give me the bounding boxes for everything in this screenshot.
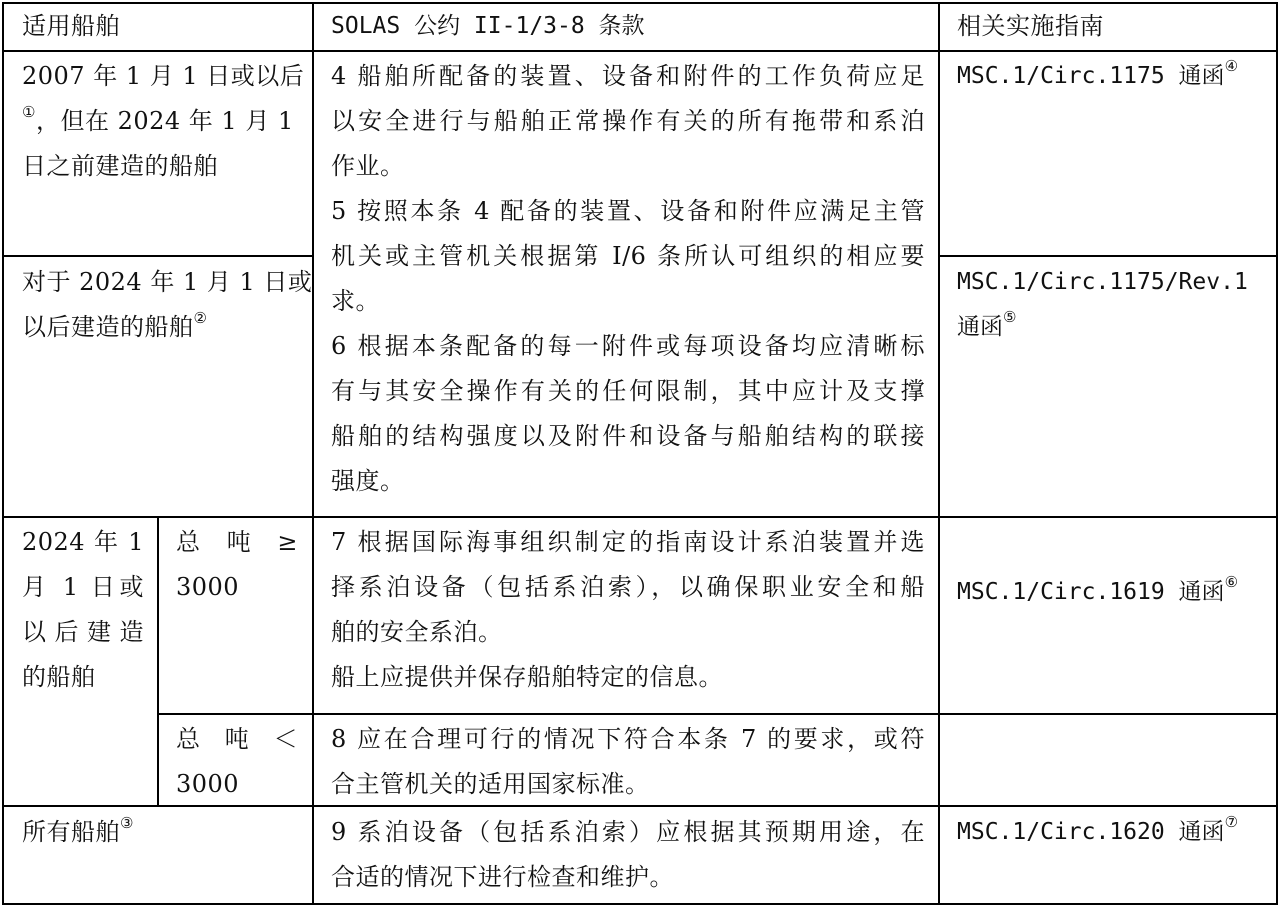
header-divider: [2, 50, 1278, 52]
clause-line: 5 按照本条 4 配备的装置、设备和附件应满足主管: [331, 197, 925, 225]
footnote-marker-2: ②: [193, 309, 208, 327]
clause-line: 船上应提供并保存船舶特定的信息。: [331, 663, 723, 691]
tonnage-column-divider: [157, 516, 159, 807]
row1-guidance-text: MSC.1/Circ.1175 通函: [957, 63, 1225, 89]
footnote-marker-5: ⑤: [1003, 308, 1017, 326]
header-guidance: 相关实施指南: [957, 12, 1104, 40]
footnote-marker-4: ④: [1224, 57, 1239, 75]
row1-ships-line3: 日之前建造的船舶: [22, 152, 218, 180]
clause-line: 作业。: [331, 152, 405, 180]
footnote-marker-3: ③: [120, 814, 134, 832]
table-border-right: [1276, 2, 1278, 905]
row1-ships-line1: 2007 年 1 月 1 日或以后: [22, 62, 305, 90]
clause-line: 4 船舶所配备的装置、设备和附件的工作负荷应足: [331, 62, 925, 90]
row3-ships-line: 2024 年 1: [22, 528, 144, 556]
column2-divider: [938, 2, 940, 905]
header-applicable-ships: 适用船舶: [22, 12, 120, 40]
table-border-bottom: [2, 903, 1278, 905]
clause-line: 机关或主管机关根据第 I/6 条所认可组织的相应要: [331, 242, 925, 270]
clause-line: 以安全进行与船舶正常操作有关的所有拖带和系泊: [331, 107, 925, 135]
clause-line: 求。: [331, 287, 380, 315]
row3-ships-line: 以后建造: [22, 618, 144, 646]
row1-ships-line2-text: ，但在 2024 年 1 月 1: [35, 107, 294, 135]
tonnage-lt-value: 3000: [176, 770, 240, 798]
clause-line: 6 根据本条配备的每一附件或每项设备均应清晰标: [331, 332, 925, 360]
row2-row3-divider: [2, 516, 1278, 518]
row1-ships-line2: [22, 99, 294, 144]
row2-guidance-line2-text: 通函: [957, 314, 1003, 340]
clause-line: 合主管机关的适用国家标准。: [331, 770, 650, 798]
row2-guidance-line2: [957, 305, 1016, 350]
row3-guidance-cell: [957, 570, 1238, 615]
row1-guidance-cell: [957, 54, 1238, 99]
column1-divider: [312, 2, 314, 905]
clause-line: 8 应在合理可行的情况下符合本条 7 的要求，或符: [331, 725, 925, 753]
footnote-marker-7: ⑦: [1224, 813, 1239, 831]
tonnage-lt-label: 总 吨 ＜: [176, 725, 298, 753]
row3-guidance-text: MSC.1/Circ.1619 通函: [957, 579, 1225, 605]
clause-line: 船舶的结构强度以及附件和设备与船舶结构的联接: [331, 422, 925, 450]
clause-line: 择系泊设备（包括系泊索），以确保职业安全和船: [331, 573, 925, 601]
row5-guidance-cell: [957, 810, 1238, 855]
footnote-marker-6: ⑥: [1224, 573, 1239, 591]
row3-ships-line: 月 1 日或: [22, 573, 144, 601]
row3-row4-divider: [157, 713, 1278, 715]
footnote-marker-1: ①: [22, 103, 36, 121]
row3-ships-line: 的船舶: [22, 663, 96, 691]
clause-line: 强度。: [331, 467, 405, 495]
row5-ships-cell: [22, 810, 134, 855]
row1-row2-divider-guidance: [938, 255, 1278, 257]
clause-line: 有与其安全操作有关的任何限制，其中应计及支撑: [331, 377, 925, 405]
row2-ships-line2: [22, 305, 207, 350]
row2-ships-line1: 对于 2024 年 1 月 1 日或: [22, 268, 313, 296]
tonnage-ge-label: 总 吨 ≥: [176, 528, 298, 556]
clause-line: 7 根据国际海事组织制定的指南设计系泊装置并选: [331, 528, 925, 556]
row2-guidance-line1: MSC.1/Circ.1175/Rev.1: [957, 269, 1248, 295]
clause-line: 舶的安全系泊。: [331, 618, 503, 646]
row5-ships-text: 所有船舶: [22, 818, 120, 846]
clause-line: 9 系泊设备（包括系泊索）应根据其预期用途，在: [331, 818, 925, 846]
tonnage-ge-value: 3000: [176, 573, 240, 601]
table-border-left: [2, 2, 4, 905]
row5-guidance-text: MSC.1/Circ.1620 通函: [957, 819, 1225, 845]
header-solas-clause: SOLAS 公约 II-1/3-8 条款: [331, 13, 645, 39]
clause-line: 合适的情况下进行检查和维护。: [331, 863, 674, 891]
row1-row2-divider-ships: [2, 255, 313, 257]
row2-ships-line2-text: 以后建造的船舶: [22, 313, 194, 341]
